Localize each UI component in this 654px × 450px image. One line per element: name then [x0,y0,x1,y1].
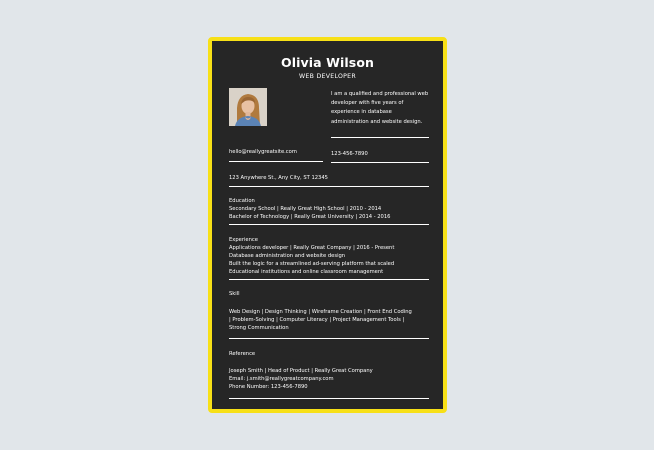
address-divider [229,186,429,187]
about-text: I am a qualified and professional web developer with five years of experience in database administration and website design. [331,91,429,125]
education-line: Secondary School | Really Great High School | 2010 - 2014 [229,206,382,213]
reference-heading: Reference [229,351,256,357]
experience-heading: Experience [229,237,258,243]
skill-line: Strong Communication [229,325,289,332]
contact-phone: 123-456-7890 [331,151,368,157]
contact-address: 123 Anywhere St., Any City, ST 12345 [229,175,328,181]
skill-line: Web Design | Design Thinking | Wireframe Creation | Front End Coding [229,309,412,315]
skill-heading: Skill [229,291,240,297]
education-heading: Education [229,198,255,204]
education-line: Bachelor of Technology | Really Great University | 2014 - 2016 [229,214,391,221]
skill-section [229,308,412,332]
education-section [229,197,390,221]
experience-line: Educational institutions and online classroom management [229,269,384,276]
resume-name: Olivia Wilson [281,55,374,70]
experience-line: Built the logic for a streamlined ad-serving platform that scaled [229,261,395,268]
reference-line: Phone Number: 123-456-7890 [229,384,308,391]
experience-line: Database administration and website design [229,253,346,260]
about-divider [331,137,429,138]
phone-divider [331,162,429,163]
profile-photo [229,88,267,126]
reference-divider [229,398,429,399]
education-divider [229,224,429,225]
reference-line: Email: j.smith@reallygreatcompany.com [229,376,334,383]
resume-job-title: WEB DEVELOPER [299,73,356,80]
email-divider [229,161,323,162]
resume-card [208,37,447,413]
experience-line: Applications developer | Really Great Company | 2016 - Present [229,245,395,252]
experience-divider [229,279,429,280]
skill-divider [229,338,429,339]
skill-line: | Problem-Solving | Computer Literacy | Project Management Tools | [229,317,405,324]
reference-line: Joseph Smith | Head of Product | Really Great Company [229,368,373,374]
experience-section [229,236,394,276]
contact-email: hello@reallygreatsite.com [229,149,297,155]
reference-section [229,367,373,391]
